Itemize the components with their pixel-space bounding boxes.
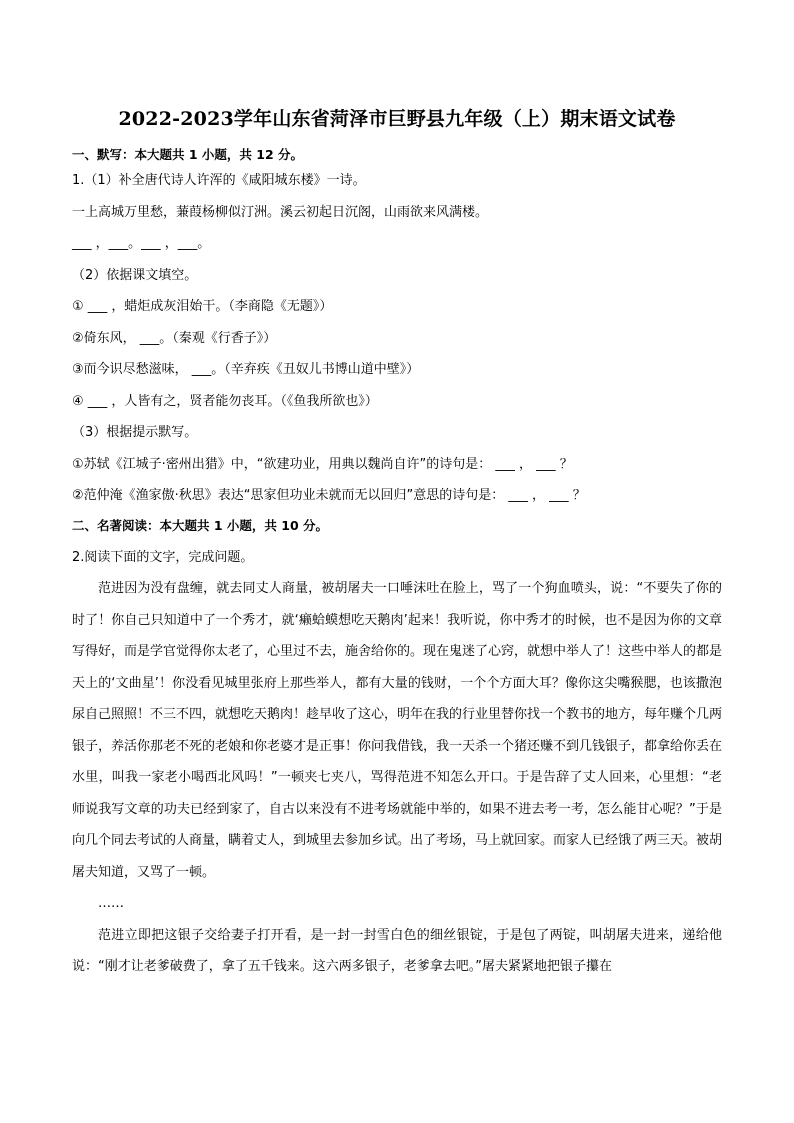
- q1-part1-blanks: ___ ，___。___ ，___。: [72, 236, 211, 251]
- q2-passage-paragraph-1: 范进因为没有盘缠，就去同丈人商量，被胡屠夫一口唾沫吐在脸上，骂了一个狗血喷头，说：“不要失了你的时了！你自己只知道中了一个秀才，就‘癞蛤蟆想吃天鹅肉’起来！我听说，你中秀才的时候，也不是因为你的文章写得好，而是学官觉得你太老了，心里过不去，施舍给你的。现在鬼迷了心窍，就想中举人了！这些中举人的都是天上的‘文曲星’！你没看见城里张府上那些举人，都有大量的钱财，一个个方面大耳？像你这尖嘴猴腮，也该撒泡尿自己照照！不三不四，就想吃天鹅肉！趁早收了这心，明年在我的行业里替你找一个教书的地方，每年赚个几两银子，养活你那老不死的老娘和你老婆才是正事！你问我借钱，我一天杀一个猪还赚不到几钱银子，都拿给你丢在水里，叫我一家老小喝西北风吗！”一顿夹七夹八，骂得范进不知怎么开口。于是告辞了丈人回来，心里想：“老师说我写文章的功夫已经到家了，自古以来没有不进考场就能中举的，如果不进去考一考，怎么能甘心呢？”于是向几个同去考试的人商量，瞒着丈人，到城里去参加乡试。出了考场，马上就回家。而家人已经饿了两三天。被胡屠夫知道，又骂了一顿。: [72, 581, 723, 880]
- q1-part3-item-b: ②范仲淹《渔家傲·秋思》表达“思家但功业未就而无以回归”意思的诗句是： ___ ， ___ ？: [72, 488, 586, 503]
- section-header-classics: 二、名著阅读：本大题共 1 小题，共 10 分。: [72, 517, 329, 533]
- q2-passage-paragraph-2: 范进立即把这银子交给妻子打开看，是一封一封雪白色的细丝银锭，于是包了两锭，叫胡屠夫进来，递给他说：“刚才让老爹破费了，拿了五千钱来。这六两多银子，老爹拿去吧。”屠夫紧紧地把银子攥在: [72, 927, 722, 974]
- q2-prompt: 2.阅读下面的文字，完成问题。: [72, 549, 254, 565]
- q1-part2-item-d: ④ ___ ，人皆有之，贤者能勿丧耳。（《鱼我所欲也》）: [72, 393, 378, 409]
- q1-part2-item-c: ③而今识尽愁滋味， ___。（辛弃疾《丑奴儿书博山道中壁》）: [72, 362, 420, 377]
- q1-part2-item-b: ②倚东风， ___。（秦观《行香子》）: [72, 330, 277, 346]
- q1-part3-prompt: （3）根据提示默写。: [72, 425, 198, 440]
- q1-part1-prompt: 1.（1）补全唐代诗人许浑的《咸阳城东楼》一诗。: [72, 173, 366, 188]
- q2-passage-ellipsis: ……: [98, 896, 124, 911]
- q1-part2-prompt: （2）依据课文填空。: [72, 267, 198, 283]
- question-1: [72, 165, 722, 512]
- question-2: [72, 542, 722, 983]
- page-title: 2022-2023学年山东省菏泽市巨野县九年级（上）期末语文试卷: [118, 108, 676, 130]
- q1-part3-item-a: ①苏轼《江城子·密州出猎》中，“欲建功业，用典以魏尚自许”的诗句是： ___ ， ___ ？: [72, 456, 573, 472]
- section-header-dictation: 一、默写：本大题共 1 小题，共 12 分。: [72, 147, 304, 162]
- q1-part2-item-a: ① ___ ，蜡炬成灰泪始干。（李商隐《无题》）: [72, 299, 333, 314]
- exam-page: [72, 104, 722, 983]
- q1-part1-poem: 一上高城万里愁，蒹葭杨柳似汀洲。溪云初起日沉阁，山雨欲来风满楼。: [72, 204, 489, 220]
